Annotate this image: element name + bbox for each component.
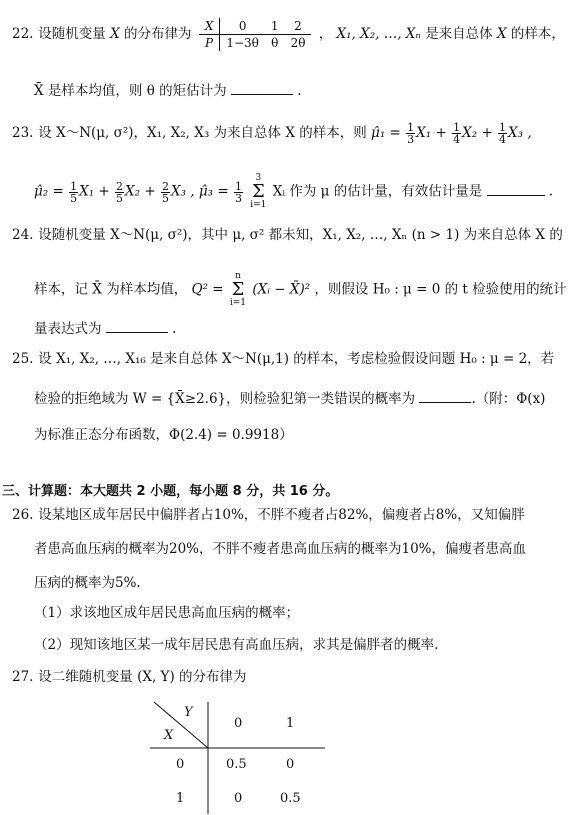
- q24-text: 设随机变量 X～N(μ, σ²)，其中 μ, σ² 都未知，X₁, X₂, …, Xₙ (n > 1) 为来自总体 X 的: [38, 227, 563, 243]
- term: X₂ +: [462, 125, 493, 141]
- y-axis-label: Y: [184, 705, 193, 720]
- q22-text: 设随机变量: [38, 26, 106, 42]
- table-cell: 0.5: [226, 757, 247, 772]
- q24-line3: [34, 318, 565, 338]
- frac-num: 1: [499, 121, 507, 134]
- q22-table-cell: 1: [265, 18, 285, 35]
- fraction: [452, 122, 461, 145]
- table-cell: 0: [234, 791, 243, 806]
- row-header: 0: [176, 757, 185, 772]
- q24-number: 24.: [12, 227, 34, 243]
- q23-text: Xᵢ 作为 μ 的估计量，有效估计量是: [272, 183, 483, 200]
- q24-end: .: [172, 321, 177, 337]
- q26-part1: （1）求该地区成年居民患高血压病的概率；: [34, 605, 300, 621]
- q22-table-cell: 0: [220, 18, 265, 35]
- fraction: [115, 181, 124, 204]
- frac-num: 2: [116, 179, 124, 193]
- q27-text: 设二维随机变量 (X, Y) 的分布律为: [38, 669, 247, 685]
- q25-text: 检验的拒绝域为 W = {X̄≥2.6}，则检验犯第一类错误的概率为: [34, 391, 416, 407]
- q23-text: 设 X～N(μ, σ²)，X₁, X₂, X₃ 为来自总体 X 的样本，则: [38, 125, 367, 141]
- sum-bottom: i=1: [229, 298, 247, 308]
- frac-num: 2: [161, 179, 169, 193]
- q24-line1: [12, 226, 565, 244]
- frac-num: 1: [70, 179, 78, 193]
- q22-number: 22.: [12, 26, 34, 42]
- q23-estimator: μ̂₂ =: [34, 183, 64, 200]
- q27-line1: [12, 668, 565, 686]
- table-cell: 0: [286, 757, 295, 772]
- q22-line2: [34, 80, 565, 100]
- frac-den: 3: [407, 133, 415, 146]
- answer-blank: [419, 388, 471, 403]
- col-header: 1: [286, 716, 295, 731]
- term: X₃ ,: [508, 125, 532, 141]
- q23-line1: [12, 122, 565, 145]
- q25-text: 设 X₁, X₂, …, X₁₆ 是来自总体 X～N(μ,1) 的样本，考虑检验假设问题 H₀ : μ = 2，若: [38, 351, 555, 367]
- answer-blank: [487, 181, 545, 196]
- q26-part2: （2）现知该地区某一成年居民患有高血压病，求其是偏胖者的概率.: [34, 637, 439, 653]
- section-heading: 三、计算题：本大题共 2 小题，每小题 8 分，共 16 分。: [2, 484, 339, 499]
- q22-text: 的样本，: [510, 26, 565, 42]
- q24-line2: [34, 272, 565, 308]
- q23-line2: [34, 174, 565, 210]
- frac-den: 4: [499, 133, 507, 146]
- q22-var: X: [110, 26, 120, 42]
- term: X₂ +: [125, 183, 156, 200]
- frac-den: 5: [161, 191, 169, 205]
- joint-distribution-table: [150, 700, 330, 815]
- q22-table-cell: X: [204, 19, 214, 33]
- summation-sign: n Σ i=1: [229, 271, 247, 308]
- q22-samples: X₁, X₂, …, Xₙ: [336, 26, 421, 42]
- q26-number: 26.: [12, 507, 34, 523]
- q27-number: 27.: [12, 669, 34, 685]
- frac-den: 4: [453, 133, 461, 146]
- q22-text: 是来自总体: [425, 26, 493, 42]
- sum-top: n: [235, 271, 241, 281]
- q25-text: .（附：Φ(x): [471, 391, 546, 407]
- summation-sign: 3 Σ i=1: [250, 173, 267, 210]
- q23-estimator: μ̂₃ =: [198, 183, 229, 200]
- frac-num: 1: [234, 179, 242, 193]
- row-header: 1: [176, 791, 185, 806]
- q22-end: .: [297, 83, 302, 99]
- fraction: [69, 181, 78, 204]
- q22-text: 的分布律为: [124, 26, 192, 42]
- q23-estimator: μ̂₁ =: [371, 125, 401, 141]
- frac-num: 1: [453, 121, 461, 134]
- q24-text: 量表达式为: [34, 321, 102, 337]
- term: X₁ +: [79, 183, 110, 200]
- q26-line1: [12, 506, 565, 524]
- q22-table-cell: 2: [285, 18, 312, 35]
- answer-blank: [106, 318, 168, 333]
- q23-number: 23.: [12, 125, 34, 141]
- col-header: 0: [234, 716, 243, 731]
- q22-text: ，: [318, 26, 333, 42]
- fraction: [161, 181, 170, 204]
- fraction: [234, 181, 243, 204]
- q26-text: 设某地区成年居民中偏胖者占10%，不胖不瘦者占82%，偏瘦者占8%，又知偏胖: [38, 507, 525, 523]
- q25-line1: [12, 350, 565, 368]
- q24-expr: (Xᵢ − X̄)²: [252, 281, 311, 298]
- q22-line1: [12, 18, 565, 51]
- frac-den: 5: [116, 191, 124, 205]
- q22-table-cell: 1−3θ: [226, 36, 259, 50]
- q25-number: 25.: [12, 351, 34, 367]
- sum-top: 3: [255, 173, 262, 183]
- q24-text: 样本，记 X̄ 为样本均值，: [34, 281, 188, 298]
- q25-text: 为标准正态分布函数，Φ(2.4) = 0.9918）: [34, 427, 293, 443]
- q24-q2: Q² =: [191, 281, 224, 298]
- q22-distribution-table: [199, 18, 312, 51]
- q22-table-cell: P: [205, 36, 214, 50]
- q22-text: X̄ 是样本均值，则 θ 的矩估计为: [34, 83, 227, 99]
- frac-den: 5: [70, 191, 78, 205]
- q22-table-cell: θ: [271, 36, 279, 50]
- table-cell: 0.5: [280, 791, 301, 806]
- answer-blank: [231, 80, 293, 95]
- fraction: [406, 122, 415, 145]
- term: X₁ +: [416, 125, 447, 141]
- q26-line3: 压病的概率为5%.: [34, 575, 141, 591]
- x-axis-label: X: [164, 728, 174, 743]
- frac-den: 3: [234, 191, 242, 205]
- q23-end: .: [548, 183, 554, 200]
- q22-var: X: [496, 26, 507, 42]
- q22-table-cell: 2θ: [290, 36, 306, 50]
- q25-line3: [34, 426, 565, 444]
- q26-line2: 者患高血压病的概率为20%，不胖不瘦者患高血压病的概率为10%，偏瘦者患高血: [34, 541, 527, 557]
- term: X₃ ,: [170, 183, 195, 200]
- q25-line2: [34, 388, 565, 408]
- sum-bottom: i=1: [250, 200, 267, 210]
- q24-text: ，则假设 H₀ : μ = 0 的 t 检验使用的统计: [314, 281, 567, 298]
- frac-num: 1: [407, 121, 415, 134]
- fraction: [498, 122, 507, 145]
